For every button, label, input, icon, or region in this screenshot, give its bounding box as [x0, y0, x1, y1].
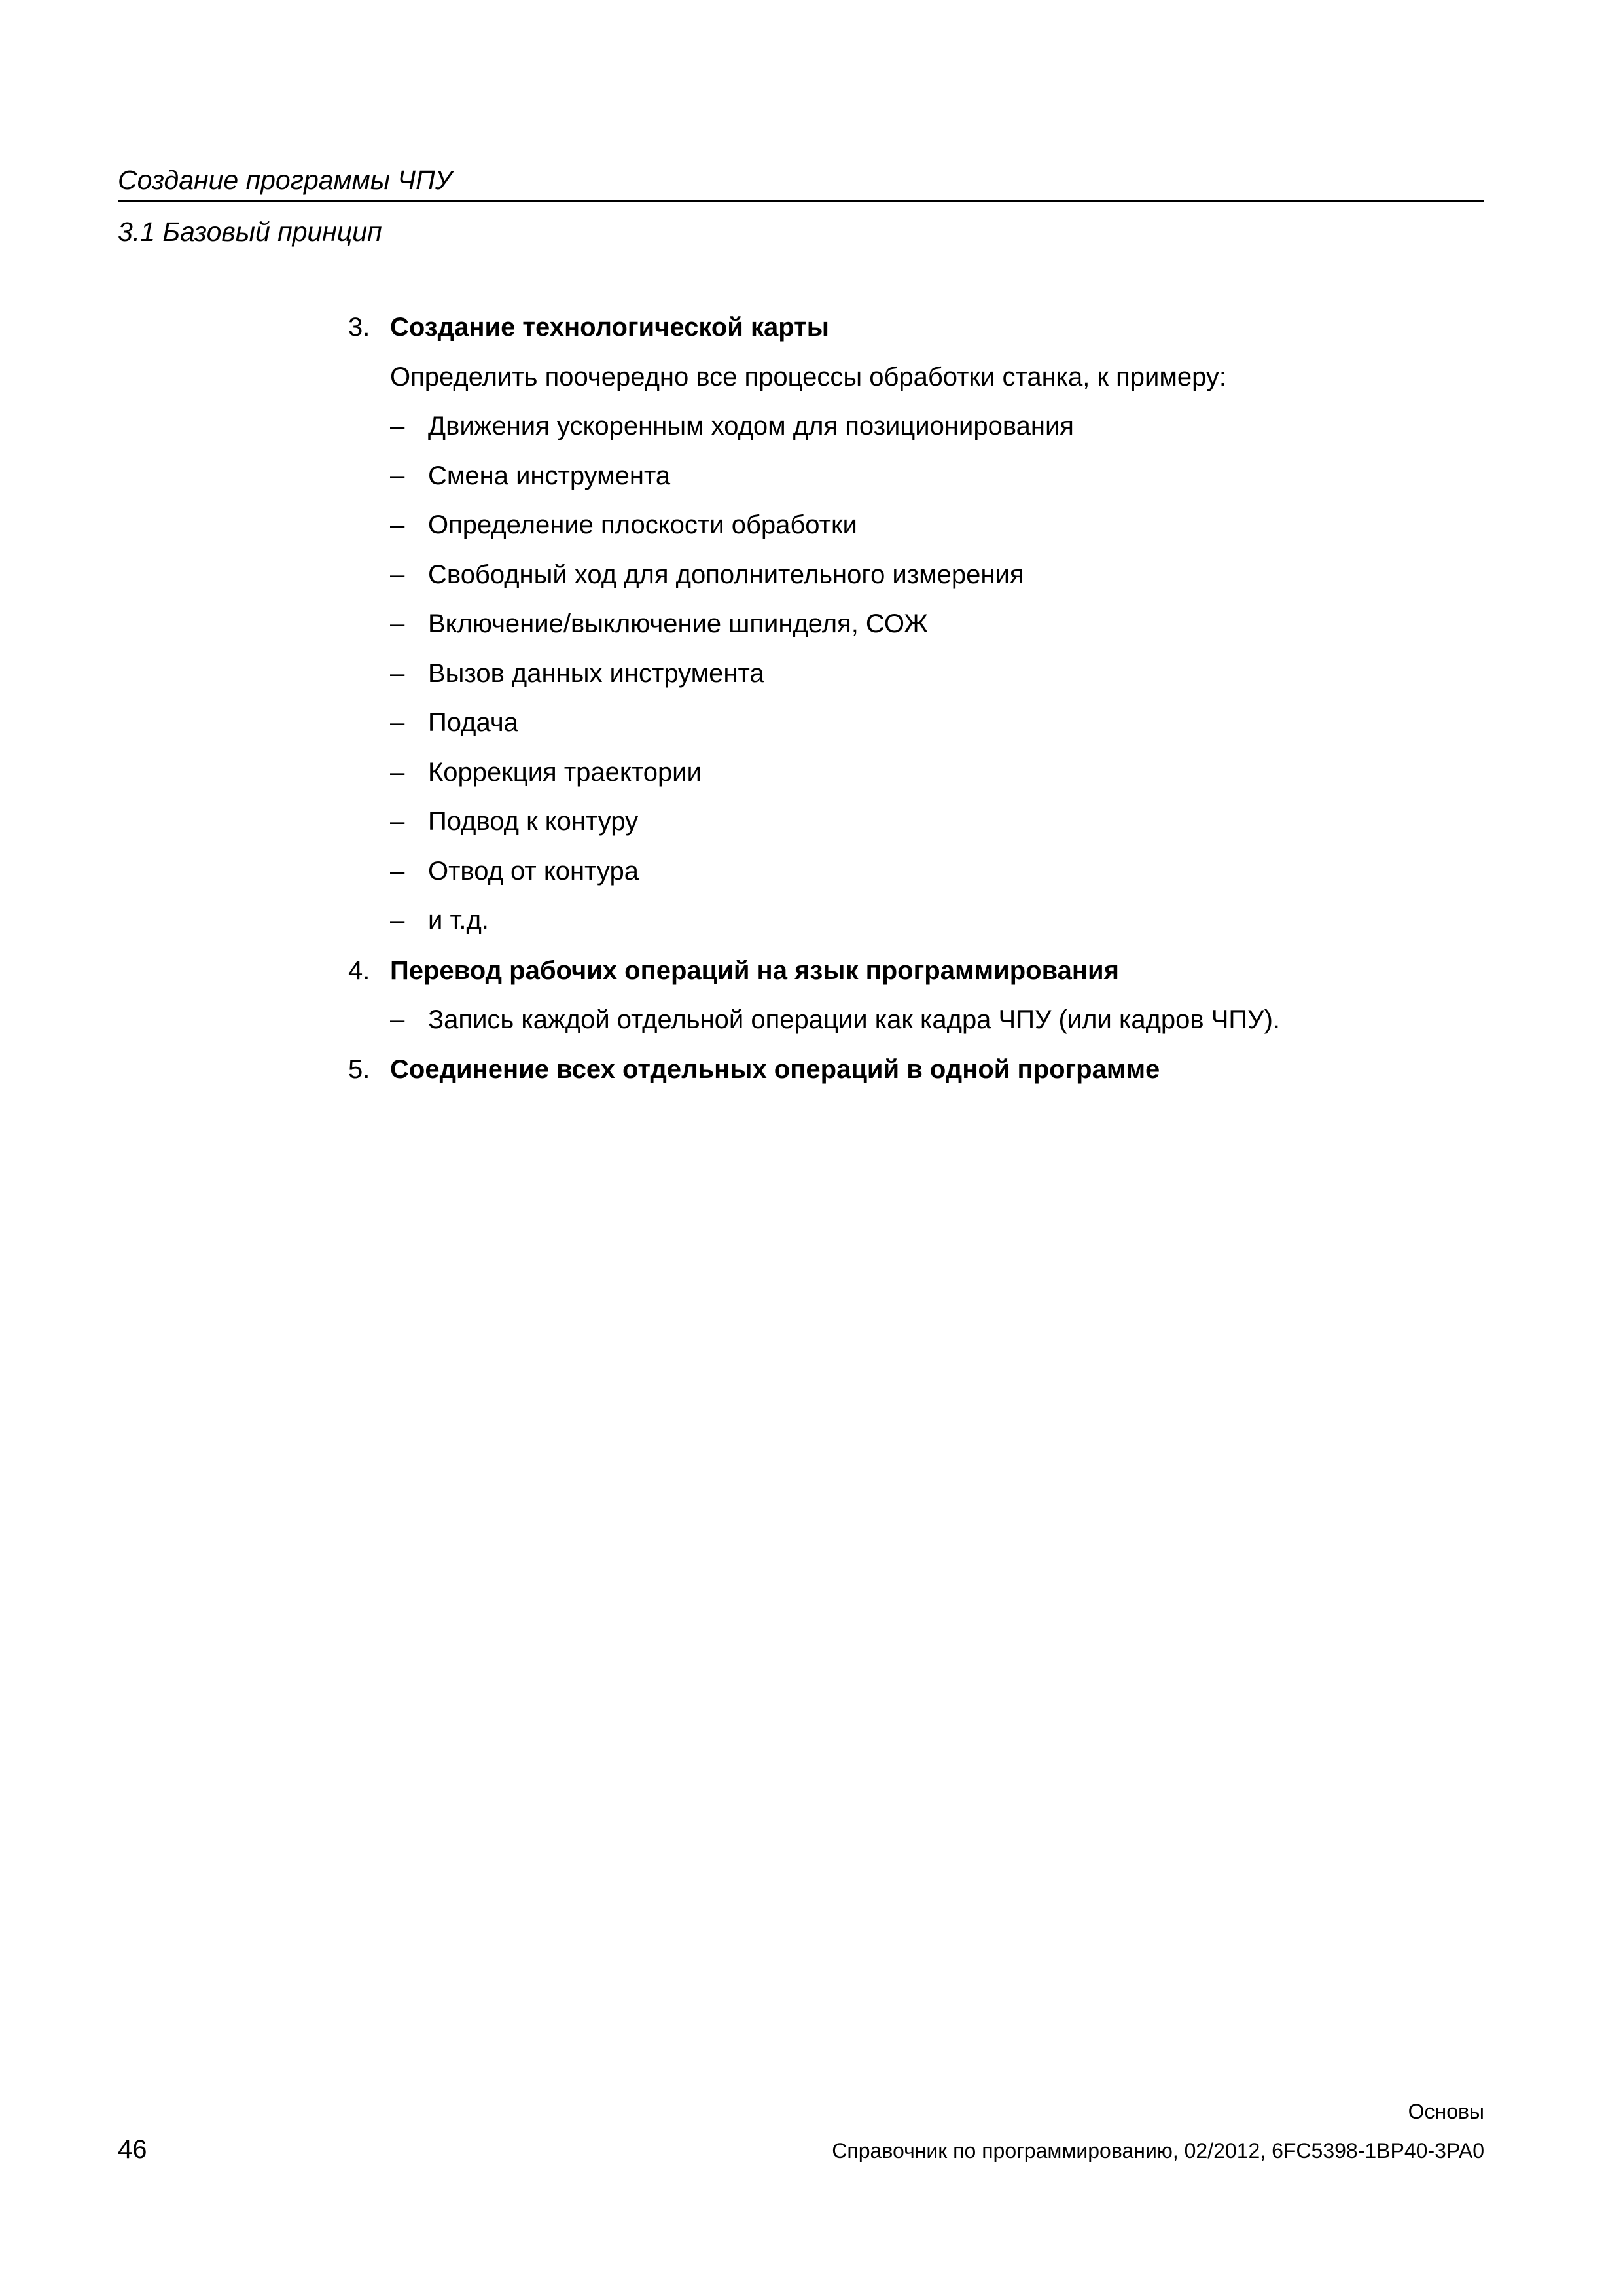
step-4 — [348, 946, 1487, 996]
dash-bullet: – — [390, 708, 405, 737]
list-item — [390, 896, 1487, 946]
list-item — [390, 452, 1487, 501]
list-item-text: Коррекция траектории — [428, 757, 702, 787]
list-item-text: Движения ускоренным ходом для позиционирования — [428, 412, 1074, 440]
dash-bullet: – — [390, 511, 405, 539]
list-item — [390, 847, 1487, 897]
step-5 — [348, 1045, 1487, 1094]
step-intro: Определить поочередно все процессы обработки станка, к примеру: — [390, 363, 1227, 391]
list-item — [390, 649, 1487, 699]
list-item — [390, 402, 1487, 452]
list-item-text: Свободный ход для дополнительного измерения — [428, 560, 1024, 589]
list-item-text: Определение плоскости обработки — [428, 511, 857, 539]
step-number: 3. — [348, 313, 370, 342]
step-number: 5. — [348, 1055, 370, 1084]
dash-bullet: – — [390, 906, 405, 935]
list-item-text: и т.д. — [428, 906, 489, 935]
header-divider — [118, 200, 1484, 202]
list-item-text: Включение/выключение шпинделя, СОЖ — [428, 609, 929, 638]
dash-bullet: – — [390, 461, 405, 490]
list-item-text: Запись каждой отдельной операции как кадра ЧПУ (или кадров ЧПУ). — [428, 1005, 1281, 1034]
step-title: Перевод рабочих операций на язык программирования — [390, 956, 1119, 985]
footer-reference: Справочник по программированию, 02/2012, 6FC5398-1BP40-3PA0 — [832, 2139, 1484, 2162]
list-item-text: Смена инструмента — [428, 461, 671, 490]
step-title: Создание технологической карты — [390, 313, 829, 342]
dash-bullet: – — [390, 757, 405, 787]
list-item-text: Отвод от контура — [428, 856, 639, 886]
list-item-text: Вызов данных инструмента — [428, 658, 764, 688]
list-item — [390, 748, 1487, 798]
list-item — [390, 600, 1487, 649]
page-number: 46 — [118, 2135, 147, 2164]
main-content — [348, 302, 1487, 1094]
list-item — [390, 501, 1487, 550]
step-title: Соединение всех отдельных операций в одной программе — [390, 1055, 1160, 1084]
chapter-title: Создание программы ЧПУ — [118, 165, 452, 195]
dash-bullet: – — [390, 807, 405, 836]
step-3 — [348, 302, 1487, 352]
list-item — [390, 698, 1487, 748]
page-header — [118, 164, 1484, 248]
step-number: 4. — [348, 956, 370, 985]
list-item-text: Подвод к контуру — [428, 807, 639, 836]
list-item-text: Подача — [428, 708, 518, 737]
list-item — [390, 996, 1487, 1045]
dash-bullet: – — [390, 560, 405, 589]
list-item — [390, 797, 1487, 847]
dash-bullet: – — [390, 609, 405, 638]
section-title: 3.1 Базовый принцип — [118, 217, 382, 247]
dash-bullet: – — [390, 412, 405, 440]
dash-bullet: – — [390, 1005, 405, 1034]
list-item — [390, 550, 1487, 600]
dash-bullet: – — [390, 856, 405, 886]
dash-bullet: – — [390, 658, 405, 688]
footer-document-name: Основы — [1408, 2100, 1484, 2123]
